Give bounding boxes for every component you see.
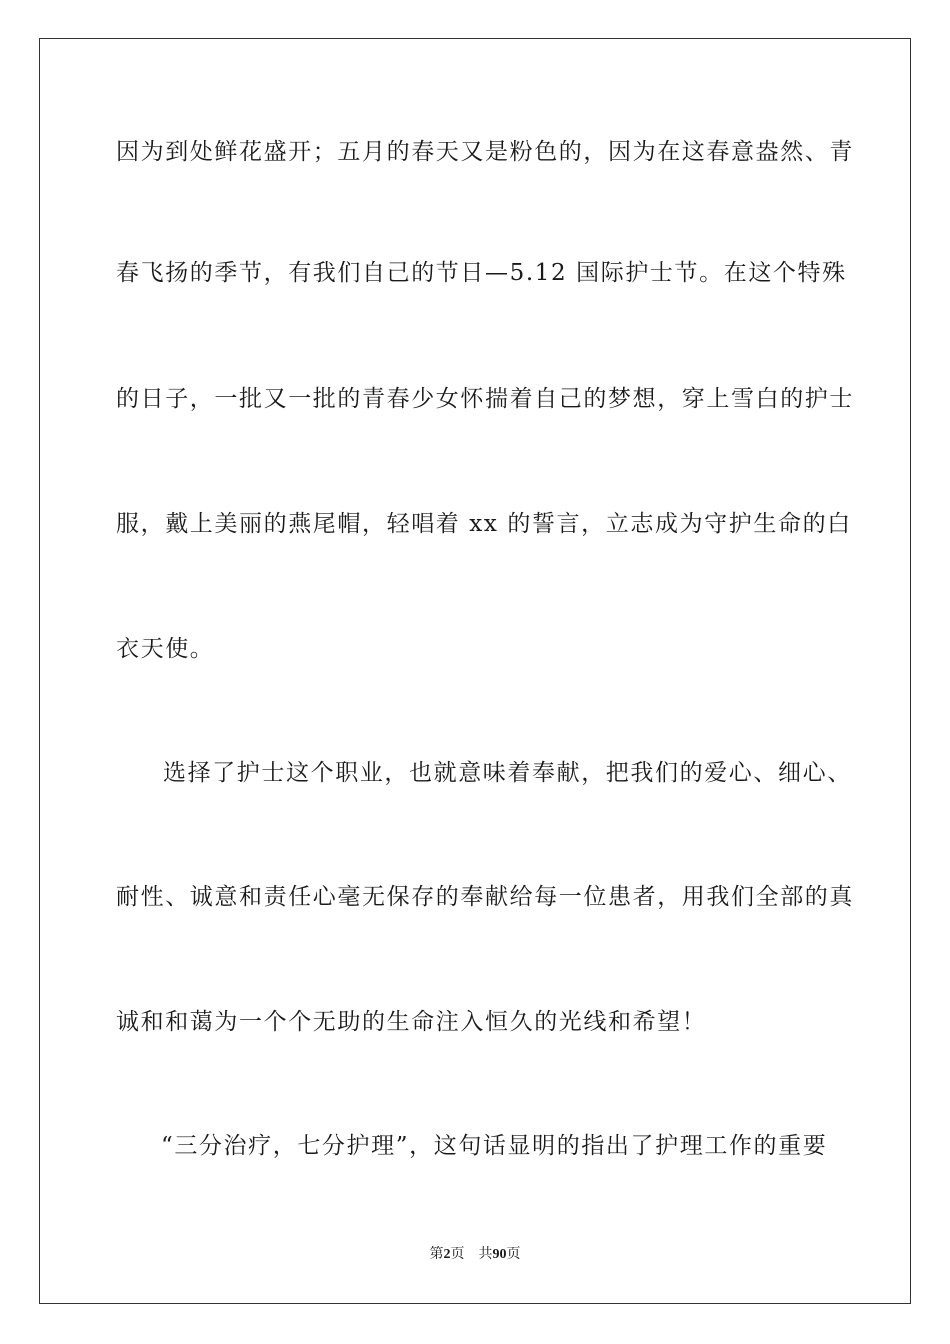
text-line-6-indented: 选择了护士这个职业，也就意味着奉献，把我们的爱心、细心、: [163, 760, 852, 786]
total-suffix: 页: [506, 1247, 521, 1262]
text-line-1: 因为到处鲜花盛开；五月的春天又是粉色的，因为在这春意盎然、青: [116, 139, 854, 165]
total-prefix: 共: [478, 1247, 493, 1262]
page-border: [39, 38, 911, 1304]
page-number: 2: [443, 1247, 451, 1262]
text-line-4: 服，戴上美丽的燕尾帽，轻唱着 xx 的誓言，立志成为守护生命的白: [116, 511, 852, 537]
text-line-3: 的日子，一批又一批的青春少女怀揣着自己的梦想，穿上雪白的护士: [116, 386, 854, 412]
text-line-9-indented: “三分治疗，七分护理”，这句话显明的指出了护理工作的重要: [161, 1133, 828, 1159]
page-prefix: 第: [429, 1247, 444, 1262]
total-pages: 90: [492, 1247, 507, 1262]
text-line-7: 耐性、诚意和责任心毫无保存的奉献给每一位患者，用我们全部的真: [116, 884, 854, 910]
text-line-8: 诚和和蔼为一个个无助的生命注入恒久的光线和希望！: [116, 1009, 707, 1035]
text-line-5: 衣天使。: [116, 636, 215, 662]
text-line-2: 春飞扬的季节，有我们自己的节日—5.12 国际护士节。在这个特殊: [116, 260, 847, 286]
page-suffix: 页: [450, 1247, 465, 1262]
page-footer: [0, 1246, 950, 1264]
